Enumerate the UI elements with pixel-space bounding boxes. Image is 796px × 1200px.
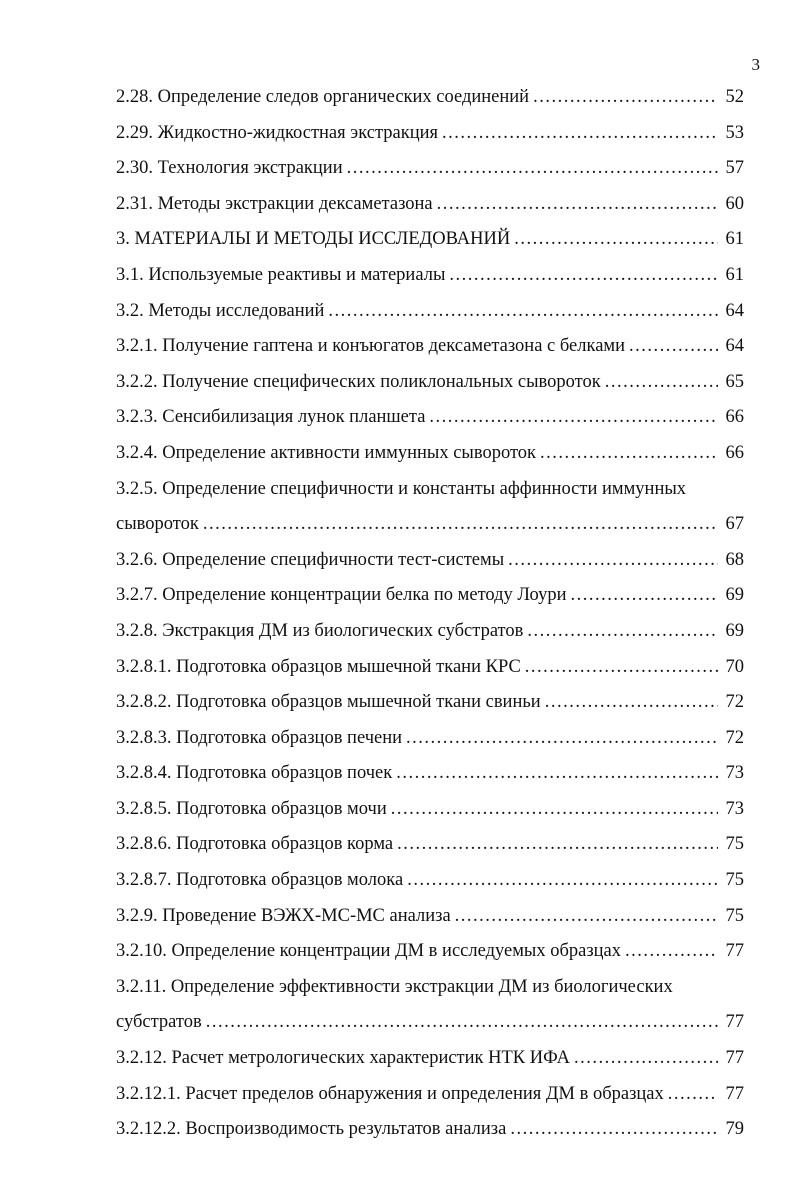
dot-leader [625,934,718,970]
toc-entry-title: 3.2.8.4. Подготовка образцов почек [116,763,393,784]
toc-entry-page: 77 [725,941,744,962]
toc-entry [116,1077,744,1113]
dot-leader [570,578,718,614]
toc-entry-title: 3.2.6. Определение специфичности тест-системы [116,549,505,570]
toc-entry [116,436,744,472]
toc-entry [116,187,744,223]
toc-entry [116,543,744,579]
dot-leader [449,258,718,294]
toc-entry-page: 68 [725,549,744,570]
toc-entry-title: 3.2.4. Определение активности иммунных сывороток [116,442,537,463]
dot-leader [605,365,718,401]
dot-leader [540,436,718,472]
toc-entry-title: 2.30. Технология экстракции [116,158,343,179]
toc-entry-title: 3.2.8.2. Подготовка образцов мышечной ткани свиньи [116,692,541,713]
toc-entry-page: 64 [725,336,744,357]
toc-entry-title: 3. МАТЕРИАЛЫ И МЕТОДЫ ИССЛЕДОВАНИЙ [116,229,511,250]
dot-leader [455,899,718,935]
toc-entry-title: субстратов [116,1012,202,1033]
toc-entry-page: 73 [725,763,744,784]
toc-entry-title: 2.29. Жидкостно-жидкостная экстракция [116,122,439,143]
toc-entry [116,80,744,116]
toc-entry [116,222,744,258]
toc-entry-title: 2.31. Методы экстракции дексаметазона [116,193,433,214]
dot-leader [527,614,718,650]
toc-entry-first-line: 3.2.11. Определение эффективности экстракции ДМ из биологических [116,976,673,997]
dot-leader [347,151,718,187]
toc-entry-title: 3.1. Используемые реактивы и материалы [116,264,446,285]
dot-leader [510,1112,718,1148]
toc-entry [116,365,744,401]
dot-leader [442,116,718,152]
toc-entry [116,685,744,721]
toc-entry-page: 69 [725,585,744,606]
toc-entry [116,329,744,365]
toc-entry-page: 69 [725,620,744,641]
toc-entry-title: 3.2.8.7. Подготовка образцов молока [116,870,404,891]
toc-entry-page: 72 [725,727,744,748]
toc-entry [116,1112,744,1148]
toc-entry [116,400,744,436]
toc-entry-page: 52 [725,87,744,107]
page-number: 3 [751,55,760,74]
dot-leader [407,863,718,899]
toc-entry-page: 77 [725,1048,744,1069]
toc-entry-title: 2.28. Определение следов органических соединений [116,87,530,107]
toc-entry-page: 53 [725,122,744,143]
toc-entry-title: 3.2.1. Получение гаптена и конъюгатов дексаметазона с белками [116,336,626,357]
toc-entry [116,258,744,294]
toc-entry-first-line: 3.2.5. Определение специфичности и константы аффинности иммунных [116,478,687,499]
dot-leader [391,792,718,828]
toc-entry [116,827,744,863]
toc-entry-title: 3.2.8.6. Подготовка образцов корма [116,834,394,855]
dot-leader [508,543,718,579]
toc-entry-page: 70 [725,656,744,677]
dot-leader [514,222,718,258]
dot-leader [396,756,718,792]
toc-entry [116,294,744,330]
dot-leader [525,650,718,686]
toc-entry [116,863,744,899]
toc-entry-page: 66 [725,442,744,463]
toc-entry-page: 61 [725,229,744,250]
toc-entry [116,650,744,686]
toc-entry-title: 3.2.8.3. Подготовка образцов печени [116,727,403,748]
dot-leader [668,1077,718,1113]
dot-leader [533,80,718,116]
toc-entry-title: 3.2.8. Экстракция ДМ из биологических субстратов [116,620,524,641]
toc-entry [116,792,744,828]
toc-entry-page: 72 [725,692,744,713]
toc-entry-page: 75 [725,834,744,855]
toc-entry-page: 64 [725,300,744,321]
toc-entry-title: 3.2.12.2. Воспроизводимость результатов анализа [116,1119,507,1140]
toc-entry-title: 3.2.8.5. Подготовка образцов мочи [116,798,387,819]
toc-entry-page: 79 [725,1119,744,1140]
toc-entry-page: 65 [725,371,744,392]
toc-entry [116,934,744,970]
toc-entry-title: сывороток [116,514,199,535]
toc-entry [116,721,744,757]
toc-entry [116,1041,744,1077]
toc-entry-page: 75 [725,870,744,891]
toc-entry-page: 75 [725,905,744,926]
dot-leader [406,721,718,757]
toc-entry-page: 73 [725,798,744,819]
toc-entry [116,578,744,614]
dot-leader [203,507,718,543]
toc-entry-title: 3.2.2. Получение специфических поликлональных сывороток [116,371,601,392]
toc-entry-page: 60 [725,193,744,214]
dot-leader [206,1005,718,1041]
dot-leader [545,685,718,721]
toc-entry [116,116,744,152]
toc-entry-title: 3.2.7. Определение концентрации белка по методу Лоури [116,585,567,606]
dot-leader [397,827,718,863]
toc-entry-page: 67 [725,514,744,535]
toc-entry-page: 77 [725,1012,744,1033]
toc-entry [116,614,744,650]
toc-entry-title: 3.2. Методы исследований [116,300,325,321]
dot-leader [629,329,718,365]
toc-entry [116,756,744,792]
toc-entry-title: 3.2.3. Сенсибилизация лунок планшета [116,407,426,428]
toc-entry-page: 77 [725,1083,744,1104]
toc-entry-title: 3.2.9. Проведение ВЭЖХ-МС-МС анализа [116,905,451,926]
toc-entry-page: 61 [725,264,744,285]
toc-entry-title: 3.2.10. Определение концентрации ДМ в исследуемых образцах [116,941,622,962]
toc-entry-title: 3.2.8.1. Подготовка образцов мышечной ткани КРС [116,656,521,677]
toc-entry [116,507,744,543]
dot-leader [437,187,718,223]
toc-entry [116,151,744,187]
toc-entry-page: 57 [725,158,744,179]
dot-leader [574,1041,718,1077]
toc-entry-page: 66 [725,407,744,428]
toc-entry [116,1005,744,1041]
table-of-contents [116,80,744,1148]
toc-entry-title: 3.2.12.1. Расчет пределов обнаружения и определения ДМ в образцах [116,1083,664,1104]
dot-leader [328,294,718,330]
toc-entry [116,899,744,935]
toc-entry-title: 3.2.12. Расчет метрологических характеристик НТК ИФА [116,1048,570,1069]
dot-leader [429,400,718,436]
